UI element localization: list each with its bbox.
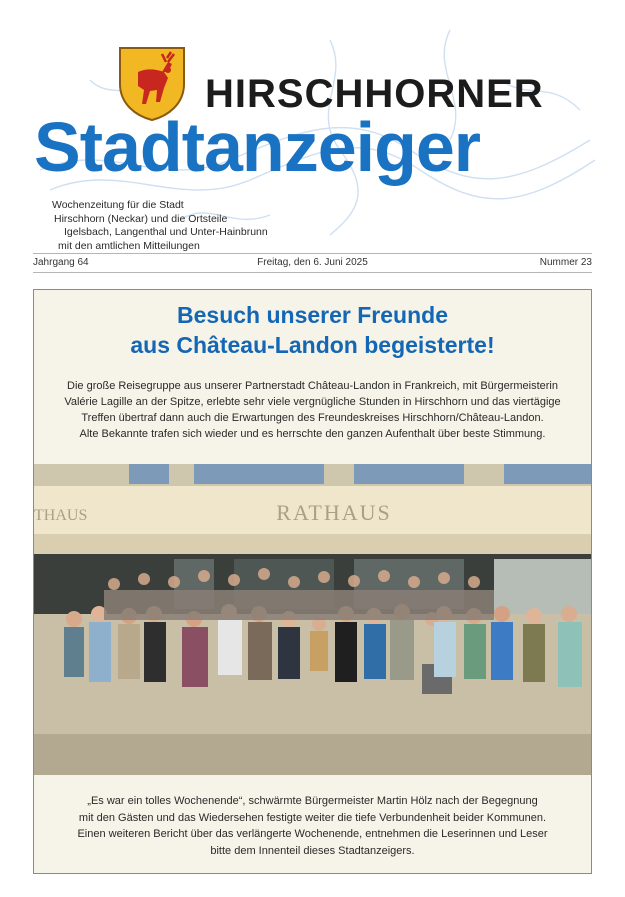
headline-line: Besuch unserer Freunde [177,302,448,328]
group-photo-illustration [34,464,591,775]
caption-line: Einen weiteren Bericht über das verlängerte Wochenende, entnehmen die Leserinnen und Leser [77,828,548,840]
masthead-title-top: HIRSCHHORNER [205,72,544,116]
caption-line: bitte dem Innenteil dieses Stadtanzeigers. [210,844,415,857]
article-lead [46,378,579,442]
lead-line: Alte Bekannte trafen sich wieder und es herrschte den ganzen Aufenthalt über beste Stimmung. [79,428,546,440]
subtitle-line: Igelsbach, Langenthal und Unter-Hainbrunn [64,226,268,238]
lead-line: Valérie Lagille an der Spitze, erlebte sehr viele vergnügliche Stunden in Hirschhorn und das viertägige [64,396,561,408]
masthead-title-main: Stadtanzeiger [34,108,480,186]
subtitle-line: mit den amtlichen Mitteilungen [58,239,200,252]
masthead-subtitle [52,199,268,253]
subtitle-line: Wochenzeitung für die Stadt [52,199,184,211]
group-photo [34,464,591,775]
issue-number: Nummer 23 [539,257,592,268]
masthead [0,0,625,255]
photo-caption [42,793,583,859]
article-headline [34,300,591,360]
headline-line: aus Château-Landon begeisterte! [130,332,495,358]
caption-line: „Es war ein tolles Wochenende“, schwärmte Bürgermeister Martin Hölz nach der Begegnung [87,795,538,807]
lead-line: Treffen übertraf dann auch die Erwartungen des Freundeskreises Hirschhorn/Château-Landon. [81,412,544,424]
subtitle-line: Hirschhorn (Neckar) und die Ortsteile [54,212,228,225]
issue-volume: Jahrgang 64 [33,257,89,268]
lead-line: Die große Reisegruppe aus unserer Partnerstadt Château-Landon in Frankreich, mit Bürgermeisterin [67,380,558,392]
lead-article [33,289,592,874]
issue-info-bar [33,253,592,273]
rathaus-sign-left: THAUS [34,507,88,524]
issue-date: Freitag, den 6. Juni 2025 [257,257,368,268]
rathaus-sign: RATHAUS [276,500,392,525]
caption-line: mit den Gästen und das Wiedersehen festigte weiter die tiefe Verbundenheit beider Kommunen. [78,811,547,824]
